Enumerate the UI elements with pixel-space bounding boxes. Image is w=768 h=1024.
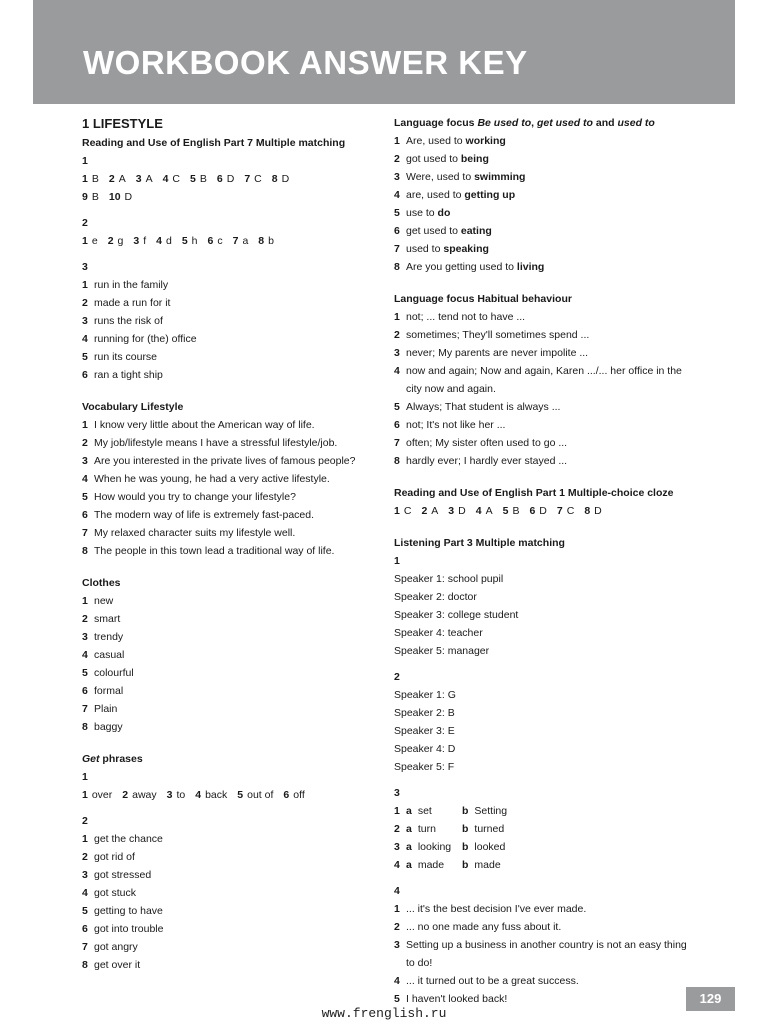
list-item: 8 The people in this town lead a traditional way of life. <box>82 545 335 557</box>
unit-title: 1 LIFESTYLE <box>82 116 163 131</box>
list-item: 3 Were, used to swimming <box>394 171 526 183</box>
exercise-number: 1 <box>82 155 88 167</box>
get-phrases-heading: Get phrases <box>82 753 143 765</box>
list-item: 4 a made b made <box>394 859 501 871</box>
list-item: Speaker 4: D <box>394 743 456 755</box>
answer-line: 1 e 2 g 3 f 4 d 5 h 6 c 7 a 8 b <box>82 235 274 247</box>
list-item: Speaker 5: F <box>394 761 455 773</box>
header-banner <box>33 0 735 104</box>
list-item: 4 are, used to getting up <box>394 189 516 201</box>
exercise-number: 3 <box>394 787 400 799</box>
list-item: 2 smart <box>82 613 121 625</box>
exercise-number: 2 <box>82 217 88 229</box>
language-focus-used-to-heading: Language focus Be used to, get used to and used to <box>394 117 655 129</box>
list-item: 1 Are, used to working <box>394 135 506 147</box>
exercise-number: 2 <box>394 671 400 683</box>
list-item: 5 colourful <box>82 667 134 679</box>
list-item: Speaker 4: teacher <box>394 627 483 639</box>
answer-line: 1 B 2 A 3 A 4 C 5 B 6 D 7 C 8 D <box>82 173 290 185</box>
list-item: 5 How would you try to change your lifestyle? <box>82 491 296 503</box>
list-item: Speaker 2: doctor <box>394 591 477 603</box>
list-item: 2 sometimes; They'll sometimes spend ... <box>394 329 590 341</box>
list-item: 1 not; ... tend not to have ... <box>394 311 526 323</box>
list-item: 7 My relaxed character suits my lifestyle well. <box>82 527 296 539</box>
list-item: 1 get the chance <box>82 833 163 845</box>
vocab-heading: Vocabulary Lifestyle <box>82 401 184 413</box>
list-item: 4 now and again; Now and again, Karen .../... her office in the city now and again. <box>394 365 682 395</box>
list-item: 2 got rid of <box>82 851 135 863</box>
list-item: 7 used to speaking <box>394 243 489 255</box>
list-item: 6 not; It's not like her ... <box>394 419 506 431</box>
list-item: 5 Always; That student is always ... <box>394 401 561 413</box>
answer-line: 9 B 10 D <box>82 191 133 203</box>
list-item: 5 I haven't looked back! <box>394 993 508 1005</box>
list-item: Speaker 3: college student <box>394 609 519 621</box>
list-item: 3 never; My parents are never impolite ... <box>394 347 589 359</box>
reading1-heading: Reading and Use of English Part 1 Multiple-choice cloze <box>394 487 674 499</box>
list-item: 2 got used to being <box>394 153 489 165</box>
listening-heading: Listening Part 3 Multiple matching <box>394 537 565 549</box>
list-item: Speaker 3: E <box>394 725 455 737</box>
exercise-number: 1 <box>394 555 400 567</box>
list-item: 5 getting to have <box>82 905 163 917</box>
list-item: 3 runs the risk of <box>82 315 163 327</box>
list-item: 2 My job/lifestyle means I have a stressful lifestyle/job. <box>82 437 338 449</box>
list-item: 8 Are you getting used to living <box>394 261 545 273</box>
list-item: 1 new <box>82 595 114 607</box>
clothes-heading: Clothes <box>82 577 121 589</box>
exercise-number: 4 <box>394 885 400 897</box>
list-item: 3 a looking b looked <box>394 841 506 853</box>
list-item: 2 made a run for it <box>82 297 171 309</box>
answer-line: 1 over 2 away 3 to 4 back 5 out of 6 off <box>82 789 305 801</box>
left-column <box>82 114 378 974</box>
page-title: WORKBOOK ANSWER KEY <box>83 44 528 81</box>
list-item: 7 Plain <box>82 703 118 715</box>
list-item: 2 a turn b turned <box>394 823 505 835</box>
list-item: 8 get over it <box>82 959 141 971</box>
list-item: 5 use to do <box>394 207 451 219</box>
list-item: 3 got stressed <box>82 869 152 881</box>
list-item: 6 formal <box>82 685 124 697</box>
list-item: 3 Setting up a business in another country is not an easy thing to do! <box>394 939 687 969</box>
list-item: 7 got angry <box>82 941 138 953</box>
list-item: 1 ... it's the best decision I've ever made. <box>394 903 587 915</box>
list-item: 3 Are you interested in the private lives of famous people? <box>82 455 356 467</box>
list-item: 4 When he was young, he had a very active lifestyle. <box>82 473 330 485</box>
list-item: 3 trendy <box>82 631 124 643</box>
list-item: 7 often; My sister often used to go ... <box>394 437 568 449</box>
language-focus-habitual-heading: Language focus Habitual behaviour <box>394 293 572 305</box>
right-column <box>394 114 694 1008</box>
list-item: 4 ... it turned out to be a great success. <box>394 975 579 987</box>
list-item: 2 ... no one made any fuss about it. <box>394 921 562 933</box>
list-item: Speaker 5: manager <box>394 645 490 657</box>
answer-line: 1 C 2 A 3 D 4 A 5 B 6 D 7 C 8 D <box>394 505 602 517</box>
reading7-heading: Reading and Use of English Part 7 Multiple matching <box>82 137 346 149</box>
list-item: Speaker 1: school pupil <box>394 573 504 585</box>
list-item: 6 The modern way of life is extremely fast-paced. <box>82 509 315 521</box>
page-number: 129 <box>686 987 735 1011</box>
list-item: Speaker 1: G <box>394 689 456 701</box>
list-item: 4 running for (the) office <box>82 333 197 345</box>
list-item: 4 got stuck <box>82 887 137 899</box>
list-item: 8 hardly ever; I hardly ever stayed ... <box>394 455 568 467</box>
list-item: 6 ran a tight ship <box>82 369 163 381</box>
list-item: 1 run in the family <box>82 279 169 291</box>
list-item: 6 got into trouble <box>82 923 164 935</box>
exercise-number: 2 <box>82 815 88 827</box>
exercise-number: 3 <box>82 261 88 273</box>
exercise-number: 1 <box>82 771 88 783</box>
list-item: 6 get used to eating <box>394 225 492 237</box>
list-item: 8 baggy <box>82 721 123 733</box>
list-item: 1 a set b Setting <box>394 805 508 817</box>
list-item: Speaker 2: B <box>394 707 455 719</box>
list-item: 4 casual <box>82 649 125 661</box>
footer-url: www.frenglish.ru <box>321 1006 447 1021</box>
list-item: 1 I know very little about the American way of life. <box>82 419 315 431</box>
list-item: 5 run its course <box>82 351 158 363</box>
